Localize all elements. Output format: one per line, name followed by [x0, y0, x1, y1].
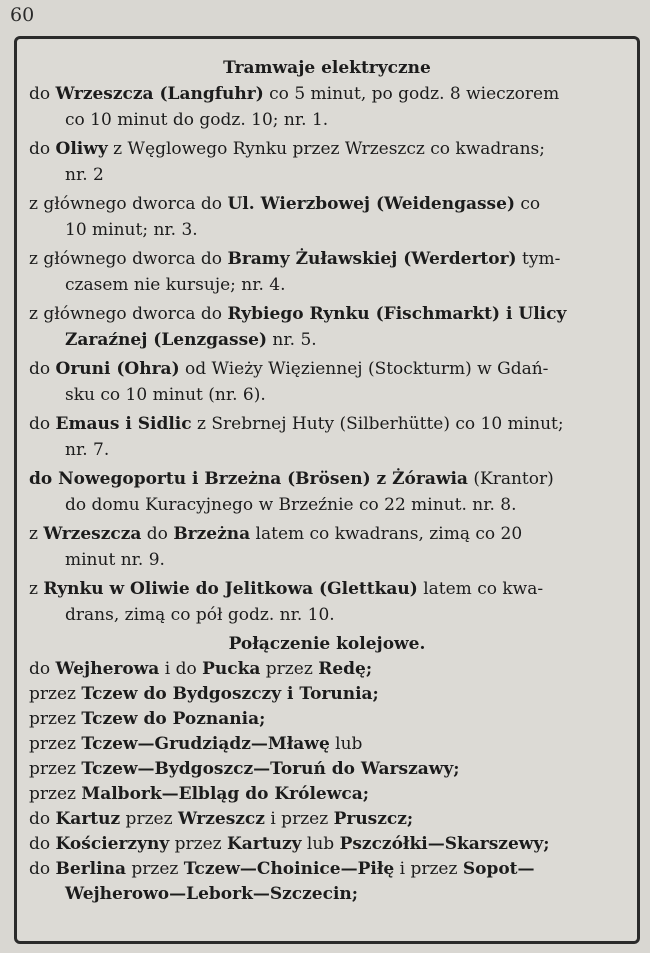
entry-continuation-line	[29, 437, 625, 463]
place-name: Tczew—Grudziądz—Mławę	[81, 734, 330, 754]
place-name: Tczew do Bydgoszczy i Torunia;	[81, 684, 379, 704]
text-run: przez	[29, 784, 82, 804]
text-run: do	[29, 84, 56, 104]
text-run: czasem nie kursuje; nr. 4.	[65, 275, 286, 295]
tram-list	[29, 81, 625, 628]
text-run: przez	[29, 684, 82, 704]
entry-continuation-line	[29, 882, 625, 907]
place-name: do Nowegoportu i Brzeżna (Brösen) z Żórawia	[29, 469, 468, 489]
tram-entry	[29, 576, 625, 628]
entry-first-line	[29, 194, 540, 214]
entry-first-line	[29, 734, 362, 754]
place-name: Sopot—	[462, 859, 535, 879]
text-run: nr. 2	[65, 165, 104, 185]
entry-continuation-line	[29, 327, 625, 353]
text-run: z	[29, 579, 44, 599]
place-name: Oliwy	[55, 139, 108, 159]
timetable-frame	[14, 36, 640, 944]
tram-entry	[29, 411, 625, 463]
rail-connection	[29, 782, 625, 807]
place-name: Emaus i Sidlic	[55, 414, 192, 434]
text-run: z głównego dworca do	[29, 304, 228, 324]
text-run: drans, zimą co pół godz. nr. 10.	[65, 605, 335, 625]
place-name: Kościerzyny	[55, 834, 170, 854]
text-run: przez	[169, 834, 227, 854]
entry-first-line	[29, 709, 265, 729]
text-run: co	[514, 194, 541, 214]
place-name: Berlina	[55, 859, 126, 879]
rail-connection	[29, 832, 625, 857]
entry-first-line	[29, 684, 379, 704]
text-run: do	[29, 359, 56, 379]
text-run: do	[29, 859, 56, 879]
text-run: do	[141, 524, 174, 544]
place-name: Oruni (Ohra)	[55, 359, 180, 379]
entry-first-line	[29, 834, 550, 854]
place-name: Ul. Wierzbowej (Weidengasse)	[227, 194, 515, 214]
text-run: 10 minut; nr. 3.	[65, 220, 198, 240]
place-name: Wrzeszcza	[43, 524, 142, 544]
entry-first-line	[29, 579, 543, 599]
rail-connection	[29, 807, 625, 832]
entry-continuation-line	[29, 162, 625, 188]
place-name: Tczew—Choinice—Piłę	[183, 859, 395, 879]
tram-entry	[29, 466, 625, 518]
place-name: Malbork—Elbląg do Królewca;	[81, 784, 369, 804]
rail-connection	[29, 707, 625, 732]
text-run: latem co kwadrans, zimą co 20	[250, 524, 523, 544]
entry-first-line	[29, 139, 545, 159]
text-run: od Wieży Więziennej (Stockturm) w Gdań-	[179, 359, 549, 379]
place-name: Pucka	[202, 659, 261, 679]
tram-heading: Tramwaje elektryczne	[223, 58, 431, 78]
entry-continuation-line	[29, 382, 625, 408]
text-run: z Srebrnej Huty (Silberhütte) co 10 minut;	[191, 414, 564, 434]
tram-entry	[29, 191, 625, 243]
tram-entry	[29, 521, 625, 573]
entry-first-line	[29, 524, 522, 544]
text-run: do	[29, 659, 56, 679]
place-name: Tczew—Bydgoszcz—Toruń do Warszawy;	[81, 759, 460, 779]
text-run: lub	[329, 734, 363, 754]
text-run: z głównego dworca do	[29, 249, 228, 269]
entry-first-line	[29, 809, 413, 829]
entry-continuation-line	[29, 492, 625, 518]
place-name: Wejherowo—Lebork—Szczecin;	[65, 884, 359, 904]
place-name: Pszczółki—Skarszewy;	[339, 834, 550, 854]
place-name: Wejherowa	[55, 659, 160, 679]
text-run: latem co kwa-	[417, 579, 544, 599]
text-run: tym-	[516, 249, 561, 269]
text-run: (Krantor)	[467, 469, 554, 489]
tram-entry	[29, 356, 625, 408]
rail-connection	[29, 757, 625, 782]
entry-first-line	[29, 414, 564, 434]
text-run: do	[29, 139, 56, 159]
entry-continuation-line	[29, 602, 625, 628]
place-name: Kartuzy	[227, 834, 302, 854]
text-run: przez	[125, 859, 184, 879]
text-run: co 10 minut do godz. 10; nr. 1.	[65, 110, 329, 130]
text-run: nr. 7.	[65, 440, 110, 460]
text-run: nr. 5.	[267, 330, 317, 350]
tram-entry	[29, 81, 625, 133]
entry-continuation-line	[29, 547, 625, 573]
rail-connection	[29, 682, 625, 707]
text-run: z głównego dworca do	[29, 194, 228, 214]
entry-first-line	[29, 304, 566, 324]
text-run: i przez	[394, 859, 463, 879]
place-name: Tczew do Poznania;	[81, 709, 266, 729]
entry-first-line	[29, 359, 548, 379]
place-name: Pruszcz;	[333, 809, 414, 829]
text-run: do	[29, 414, 56, 434]
text-run: i przez	[264, 809, 334, 829]
page-number: 60	[10, 4, 35, 26]
text-run: przez	[29, 734, 82, 754]
tram-entry	[29, 136, 625, 188]
text-run: z Węglowego Rynku przez Wrzeszcz co kwadrans;	[107, 139, 545, 159]
text-run: do domu Kuracyjnego w Brzeźnie co 22 minut. nr. 8.	[65, 495, 517, 515]
text-run: co 5 minut, po godz. 8 wieczorem	[263, 84, 560, 104]
text-run: i do	[159, 659, 203, 679]
tram-entry	[29, 301, 625, 353]
place-name: Rybiego Rynku (Fischmarkt) i Ulicy	[227, 304, 567, 324]
place-name: Bramy Żuławskiej (Werdertor)	[227, 249, 517, 269]
entry-continuation-line	[29, 272, 625, 298]
place-name: Zaraźnej (Lenzgasse)	[65, 330, 268, 350]
place-name: Redę;	[318, 659, 373, 679]
rail-connection	[29, 657, 625, 682]
text-run: lub	[301, 834, 340, 854]
text-run: do	[29, 809, 56, 829]
entry-continuation-line	[29, 107, 625, 133]
entry-first-line	[29, 469, 554, 489]
entry-first-line	[29, 759, 460, 779]
place-name: Wrzeszcz	[177, 809, 265, 829]
rail-heading: Połączenie kolejowe.	[228, 634, 426, 654]
entry-continuation-line	[29, 217, 625, 243]
entry-first-line	[29, 659, 372, 679]
text-run: z	[29, 524, 44, 544]
place-name: Rynku w Oliwie do Jelitkowa (Glettkau)	[43, 579, 418, 599]
text-run: sku co 10 minut (nr. 6).	[65, 385, 266, 405]
place-name: Kartuz	[55, 809, 121, 829]
tram-entry	[29, 246, 625, 298]
text-run: przez	[260, 659, 319, 679]
text-run: do	[29, 834, 56, 854]
rail-list	[29, 657, 625, 907]
text-run: przez	[29, 759, 82, 779]
entry-first-line	[29, 784, 369, 804]
rail-connection	[29, 732, 625, 757]
entry-first-line	[29, 859, 535, 879]
text-run: minut nr. 9.	[65, 550, 165, 570]
place-name: Wrzeszcza (Langfuhr)	[55, 84, 264, 104]
entry-first-line	[29, 84, 559, 104]
text-run: przez	[29, 709, 82, 729]
place-name: Brzeżna	[173, 524, 251, 544]
entry-first-line	[29, 249, 560, 269]
text-run: przez	[120, 809, 178, 829]
rail-connection	[29, 857, 625, 907]
